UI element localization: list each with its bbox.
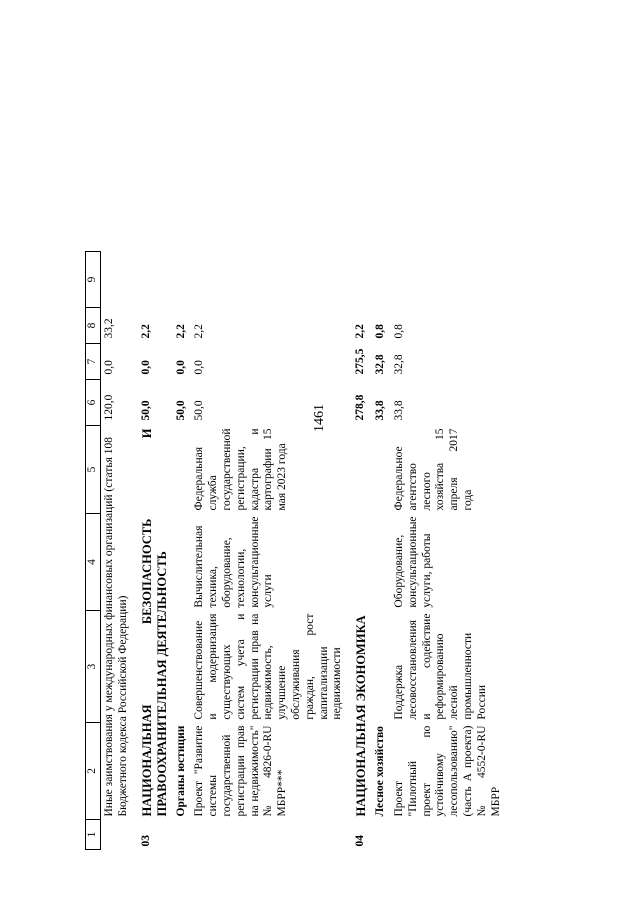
cell-col8: 2,2 [174,324,187,339]
column-number-row [86,251,101,849]
cell-col6: 120,0 [103,394,115,421]
cell-col6: 33,8 [392,400,405,421]
table-row-other-borrowings [101,251,132,849]
subsection-title: Лесное хозяйство [374,726,387,817]
column-number: 9 [86,251,101,307]
column-number: 3 [86,611,101,723]
page-number: 1461 [312,404,327,432]
cell-col8: 2,2 [354,324,367,339]
cell-col8: 2,2 [193,324,206,339]
cell-col7: 0,0 [193,360,206,375]
section-code: 03 [139,835,152,847]
section-title: НАЦИОНАЛЬНАЯ ЭКОНОМИКА [354,615,369,817]
cell-col6: 278,8 [354,394,367,421]
project-executor-date: Федеральное агентство лесного хозяйства 15 апреля 2017 года [392,428,474,511]
project-items: Оборудование, консультационные услуги, работы [392,516,433,608]
project-name: Проект "Развитие системы государственной регистрации прав на недвижимость" № 4826-0-RU МБРР*** [193,725,289,817]
section-code: 04 [354,835,367,847]
subsection-row-justice [171,251,193,849]
cell-col6: 50,0 [174,400,187,421]
cell-col7: 0,0 [174,360,187,375]
cell-col8: 2,2 [139,324,152,339]
cell-col7: 32,8 [374,354,387,375]
cell-col7: 0,0 [103,360,115,375]
cell-col7: 0,0 [139,360,152,375]
cell-col8: 33,2 [103,318,115,339]
subsection-row-forestry [370,251,392,849]
table-row-project-forest [392,251,504,849]
cell-col6: 33,8 [374,400,387,421]
cell-col7: 32,8 [392,354,405,375]
rotated-table-sheet [0,60,640,900]
column-number: 4 [86,513,101,610]
column-number: 7 [86,343,101,379]
table-row-project-registry [192,251,346,849]
column-number: 5 [86,425,101,513]
cell-col6: 50,0 [139,400,152,421]
project-items: Вычислительная техника, оборудование, технологии, консультационные услуги [193,516,275,608]
project-executor-date: Федеральная служба государственной регистрации, кадастра и картографии 15 мая 2023 года [193,428,289,511]
row-name: Иные заимствования у международных финансовых организаций (статья 108 Бюджетного кодекса Российской Федерации) [103,436,129,817]
cell-col8: 0,8 [374,324,387,339]
subsection-title: Органы юстиции [174,725,187,817]
budget-table [85,251,504,850]
section-title: НАЦИОНАЛЬНАЯ БЕЗОПАСНОСТЬ И ПРАВООХРАНИТЕЛЬНАЯ ДЕЯТЕЛЬНОСТЬ [139,428,169,817]
column-number: 2 [86,723,101,820]
cell-col8: 0,8 [392,324,405,339]
project-goal: Поддержка лесовосстановления и содействие реформированию лесной промышленности России [392,613,488,720]
column-number: 6 [86,379,101,425]
section-row-03 [132,251,171,849]
column-number: 1 [86,820,101,850]
cell-col6: 50,0 [193,400,206,421]
section-row-04 [346,251,370,849]
project-name: Проект "Пилотный проект по устойчивому лесопользованию" (часть А проекта) № 4552-0-RU МБРР [392,725,502,817]
column-number: 8 [86,307,101,343]
project-goal: Совершенствование и модернизация существующих систем учета и регистрации прав на недвижимость, улучшение обслуживания граждан, рост капитализации недвижимости [193,613,344,720]
cell-col7: 275,5 [354,348,367,375]
